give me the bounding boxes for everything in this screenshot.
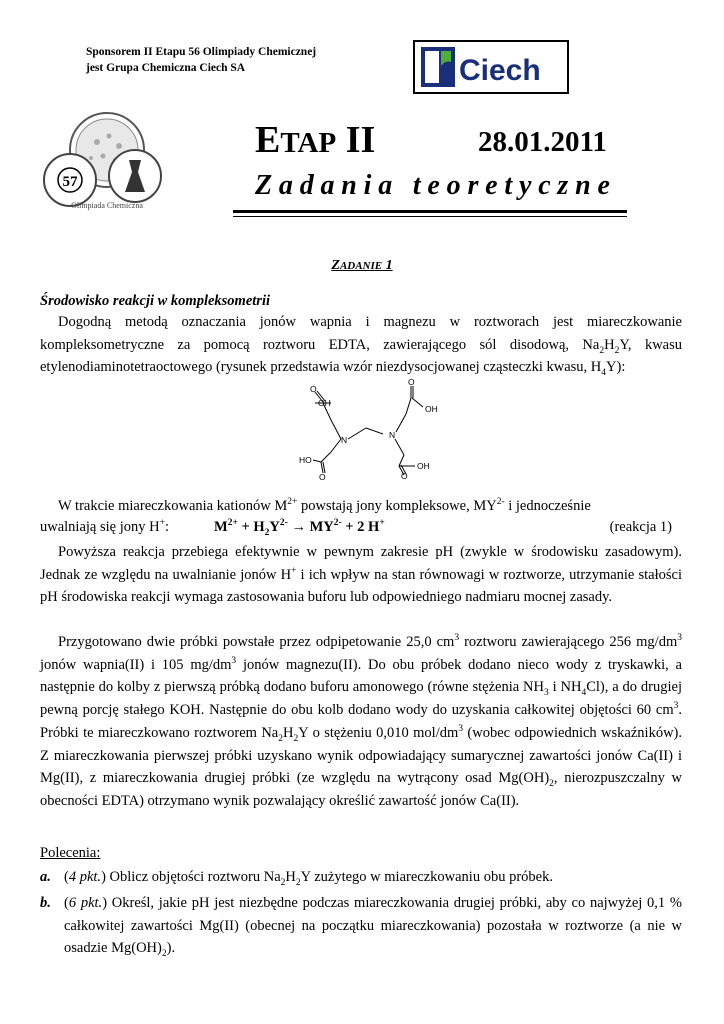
structure-label-o: O [408,377,415,387]
task-title [0,258,724,274]
reaction-label: (reakcja 1) [609,519,672,535]
task-title-number: 1 [382,258,393,273]
command-a: a. (4 pkt.) Oblicz objętości roztworu $Na_2H_2Y$ zużytego w miareczkowaniu obu próbek. [40,866,682,889]
stage-title-initial: E [255,119,281,161]
structure-label-oh: OH [318,398,331,408]
stage-title [255,118,375,162]
edta-structure-diagram [291,376,451,480]
olympiad-logo-text: Olimpiada Chemiczna [71,201,143,210]
ciech-logo-text: Ciech [459,54,541,87]
exam-date: 28.01.2011 [478,126,607,158]
paragraph-titration-start: W trakcie miareczkowania kationów $M^{2+}$ powstają jony kompleksowe, $MY^{2-}$ i jednocześnie [58,497,591,514]
structure-label-oh: OH [417,461,430,471]
page-subtitle: Zadania teoretyczne [255,170,617,201]
paragraph-samples: Przygotowano dwie próbki powstałe przez odpipetowanie 25,0 $cm^3$ roztworu zawierającego 256 $mg/dm^3$ jonów wapnia(II) i 105 $mg/dm^3$ jonów magnezu(II). Do obu próbek dodano nieco wody z tryskawki, a następnie do kolby z pierwszą próbką dodano buforu amonowego (równe stężenia $NH_3$ i $NH_4Cl$), a do drugiej pewną porcję stałego KOH. Następnie do obu kolb dodano wody do uzyskania całkowitej objętości 60 $cm^3$. Próbki te miareczkowano roztworem $Na_2H_2Y$ o stężeniu 0,010 mol/$dm^3$ (wobec odpowiednich wskaźników). Z miareczkowania pierwszej próbki uzyskano wynik odpowiadający sumarycznej zawartości jonów Ca(II) i Mg(II), z miareczkowania drugiej próbki (ze względu na wytrącony osad $Mg(OH)_2$, nierozpuszczalny w obecności EDTA) otrzymano wynik pozwalający określić zawartość jonów Ca(II). [40,633,682,809]
sponsor-line-1: Sponsorem II Etapu 56 Olimpiady Chemicznej [86,46,317,58]
command-b-label: b. [40,895,51,911]
stage-title-number: II [336,119,376,161]
structure-label-oh: OH [425,404,438,414]
task-title-initial: Z [331,258,340,273]
commands-title: Polecenia: [40,845,101,861]
structure-label-o: O [319,472,326,480]
task-title-rest: ADANIE [339,260,383,272]
structure-label-o: O [401,471,408,480]
paragraph-buffer: Powyższa reakcja przebiega efektywnie w pewnym zakresie pH (zwykle w środowisku zasadowym). Jednak ze względu na uwalnianie jonów H+ i ich wpływ na stan równowagi w roztworze, utrzymanie stałości pH środowiska reakcji wymaga zastosowania buforu lub odpowiedniego nadmiaru mocnej zasady. [40,544,682,606]
olympiad-logo-number: 57 [62,174,78,190]
section-heading: Środowisko reakcji w kompleksometrii [40,293,270,309]
command-a-label: a. [40,869,51,885]
header-rule-thin [233,216,627,217]
reaction-equation: $M^{2+} + H_2Y^{2-} \to MY^{2-} + 2$ H+ [214,518,385,538]
ciech-logo [413,40,569,94]
paragraph-intro: Dogodną metodą oznaczania jonów wapnia i magnezu w roztworach jest miareczkowanie kompleksometryczne za pomocą roztworu EDTA, zawierającego sól disodową, $Na_2H_2Y$, kwasu etylenodiaminotetraoctowego (rysunek przedstawia wzór niezdysocjowanej cząsteczki kwasu, $H_4Y$): [40,314,682,379]
structure-label-n: N [389,430,396,440]
sponsor-line-2: jest Grupa Chemiczna Ciech SA [86,62,246,74]
header-rule-thick [233,210,627,213]
sponsor-note [86,44,316,76]
structure-label-ho: HO [299,455,312,465]
stage-title-rest: TAP [280,127,337,159]
olympiad-logo [37,110,197,210]
structure-label-o: O [310,384,317,394]
command-b: b. (6 pkt.) Określ, jakie pH jest niezbędne podczas miareczkowania drugiej próbki, aby co najwyżej 0,1 % całkowitej zawartości Mg(II) (obecnej na początku miareczkowania) pozostała w roztworze (a nie w osadzie $Mg(OH)_2$). [40,892,682,960]
structure-label-n: N [341,435,348,445]
